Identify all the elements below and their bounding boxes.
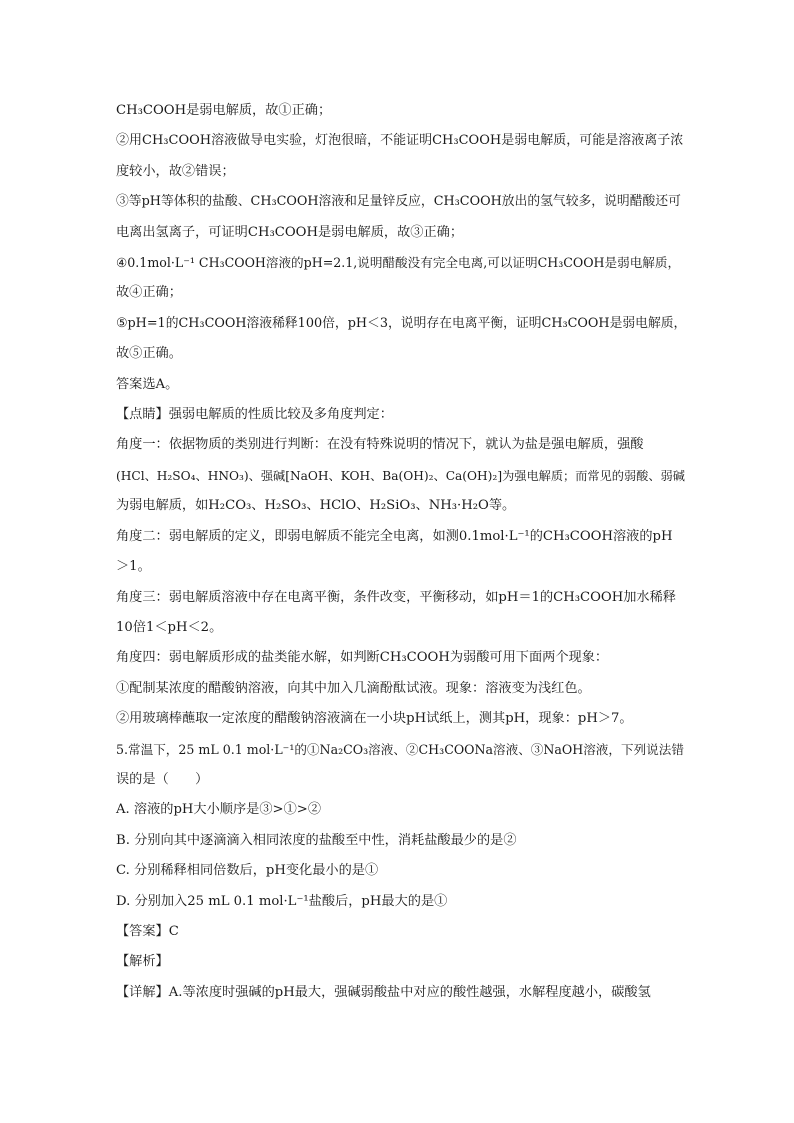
question-5-line-2: 误的是（ ） (116, 771, 209, 787)
text-line-9: 故⑤正确。 (116, 346, 182, 362)
text-line-1: CH₃COOH是弱电解质，故①正确； (116, 103, 332, 118)
option-d: D. 分别加入25 mL 0.1 mol·L⁻¹盐酸后，pH最大的是① (116, 893, 448, 909)
text-line-8: ⑤pH=1的CH₃COOH溶液稀释100倍，pH＜3，说明存在电离平衡，证明CH₃COOH是弱电解质， (116, 315, 687, 331)
angle-two-line-2: ＞1。 (116, 559, 151, 575)
angle-three-line-2: 10倍1＜pH＜2。 (116, 619, 223, 635)
phenomenon-one: ①配制某浓度的醋酸钠溶液，向其中加入几滴酚酞试液。现象：溶液变为浅红色。 (116, 680, 591, 696)
angle-one-line-1: 角度一：依据物质的类别进行判断：在没有特殊说明的情况下，就认为盐是强电解质，强酸 (116, 437, 644, 453)
text-line-5: 电离出氢离子，可证明CH₃COOH是弱电解质，故③正确； (116, 224, 464, 240)
text-line-4: ③等pH等体积的盐酸、CH₃COOH溶液和足量锌反应，CH₃COOH放出的氢气较多，说明醋酸还可 (116, 194, 681, 210)
text-line-2: ②用CH₃COOH溶液做导电实验，灯泡很暗，不能证明CH₃COOH是弱电解质，可能是溶液离子浓 (116, 133, 684, 149)
document-body (116, 96, 686, 1008)
answer-line: 答案选A。 (116, 376, 179, 392)
angle-four-line: 角度四：弱电解质形成的盐类能水解，如判断CH₃COOH为弱酸可用下面两个现象： (116, 650, 609, 666)
option-c: C. 分别稀释相同倍数后，pH变化最小的是① (116, 863, 379, 879)
question-5-line-1: 5.常温下，25 mL 0.1 mol·L⁻¹的①Na₂CO₃溶液、②CH₃COONa溶液、③NaOH溶液，下列说法错 (116, 741, 684, 757)
phenomenon-two: ②用玻璃棒蘸取一定浓度的醋酸钠溶液滴在一小块pH试纸上，测其pH，现象：pH＞7。 (116, 711, 633, 727)
option-a: A. 溶液的pH大小顺序是③>①>② (116, 802, 322, 818)
text-line-7: 故④正确； (116, 285, 182, 301)
analysis-label: 【解析】 (116, 954, 169, 970)
detail-line-1: 【详解】A.等浓度时强碱的pH最大，强碱弱酸盐中对应的酸性越强，水解程度越小，碳酸氢 (116, 984, 651, 1000)
text-line-6: ④0.1mol·L⁻¹ CH₃COOH溶液的pH=2.1,说明醋酸没有完全电离,可以证明CH₃COOH是弱电解质， (116, 255, 681, 271)
angle-one-line-3: 为弱电解质，如H₂CO₃、H₂SO₃、HClO、H₂SiO₃、NH₃·H₂O等。 (116, 498, 516, 514)
answer-label: 【答案】C (116, 923, 179, 939)
angle-one-line-2: (HCl、H₂SO₄、HNO₃)、强碱[NaOH、KOH、Ba(OH)₂、Ca(OH)₂]为强电解质；而常见的弱酸、弱碱 (116, 468, 685, 483)
angle-three-line-1: 角度三：弱电解质溶液中存在电离平衡，条件改变，平衡移动，如pH＝1的CH₃COOH加水稀释 (116, 589, 676, 605)
tip-heading: 【点睛】强弱电解质的性质比较及多角度判定： (116, 407, 393, 423)
angle-two-line-1: 角度二：弱电解质的定义，即弱电解质不能完全电离，如测0.1mol·L⁻¹的CH₃COOH溶液的pH (116, 528, 673, 544)
option-b: B. 分别向其中逐滴滴入相同浓度的盐酸至中性，消耗盐酸最少的是② (116, 832, 517, 848)
text-line-3: 度较小，故②错误； (116, 163, 235, 179)
